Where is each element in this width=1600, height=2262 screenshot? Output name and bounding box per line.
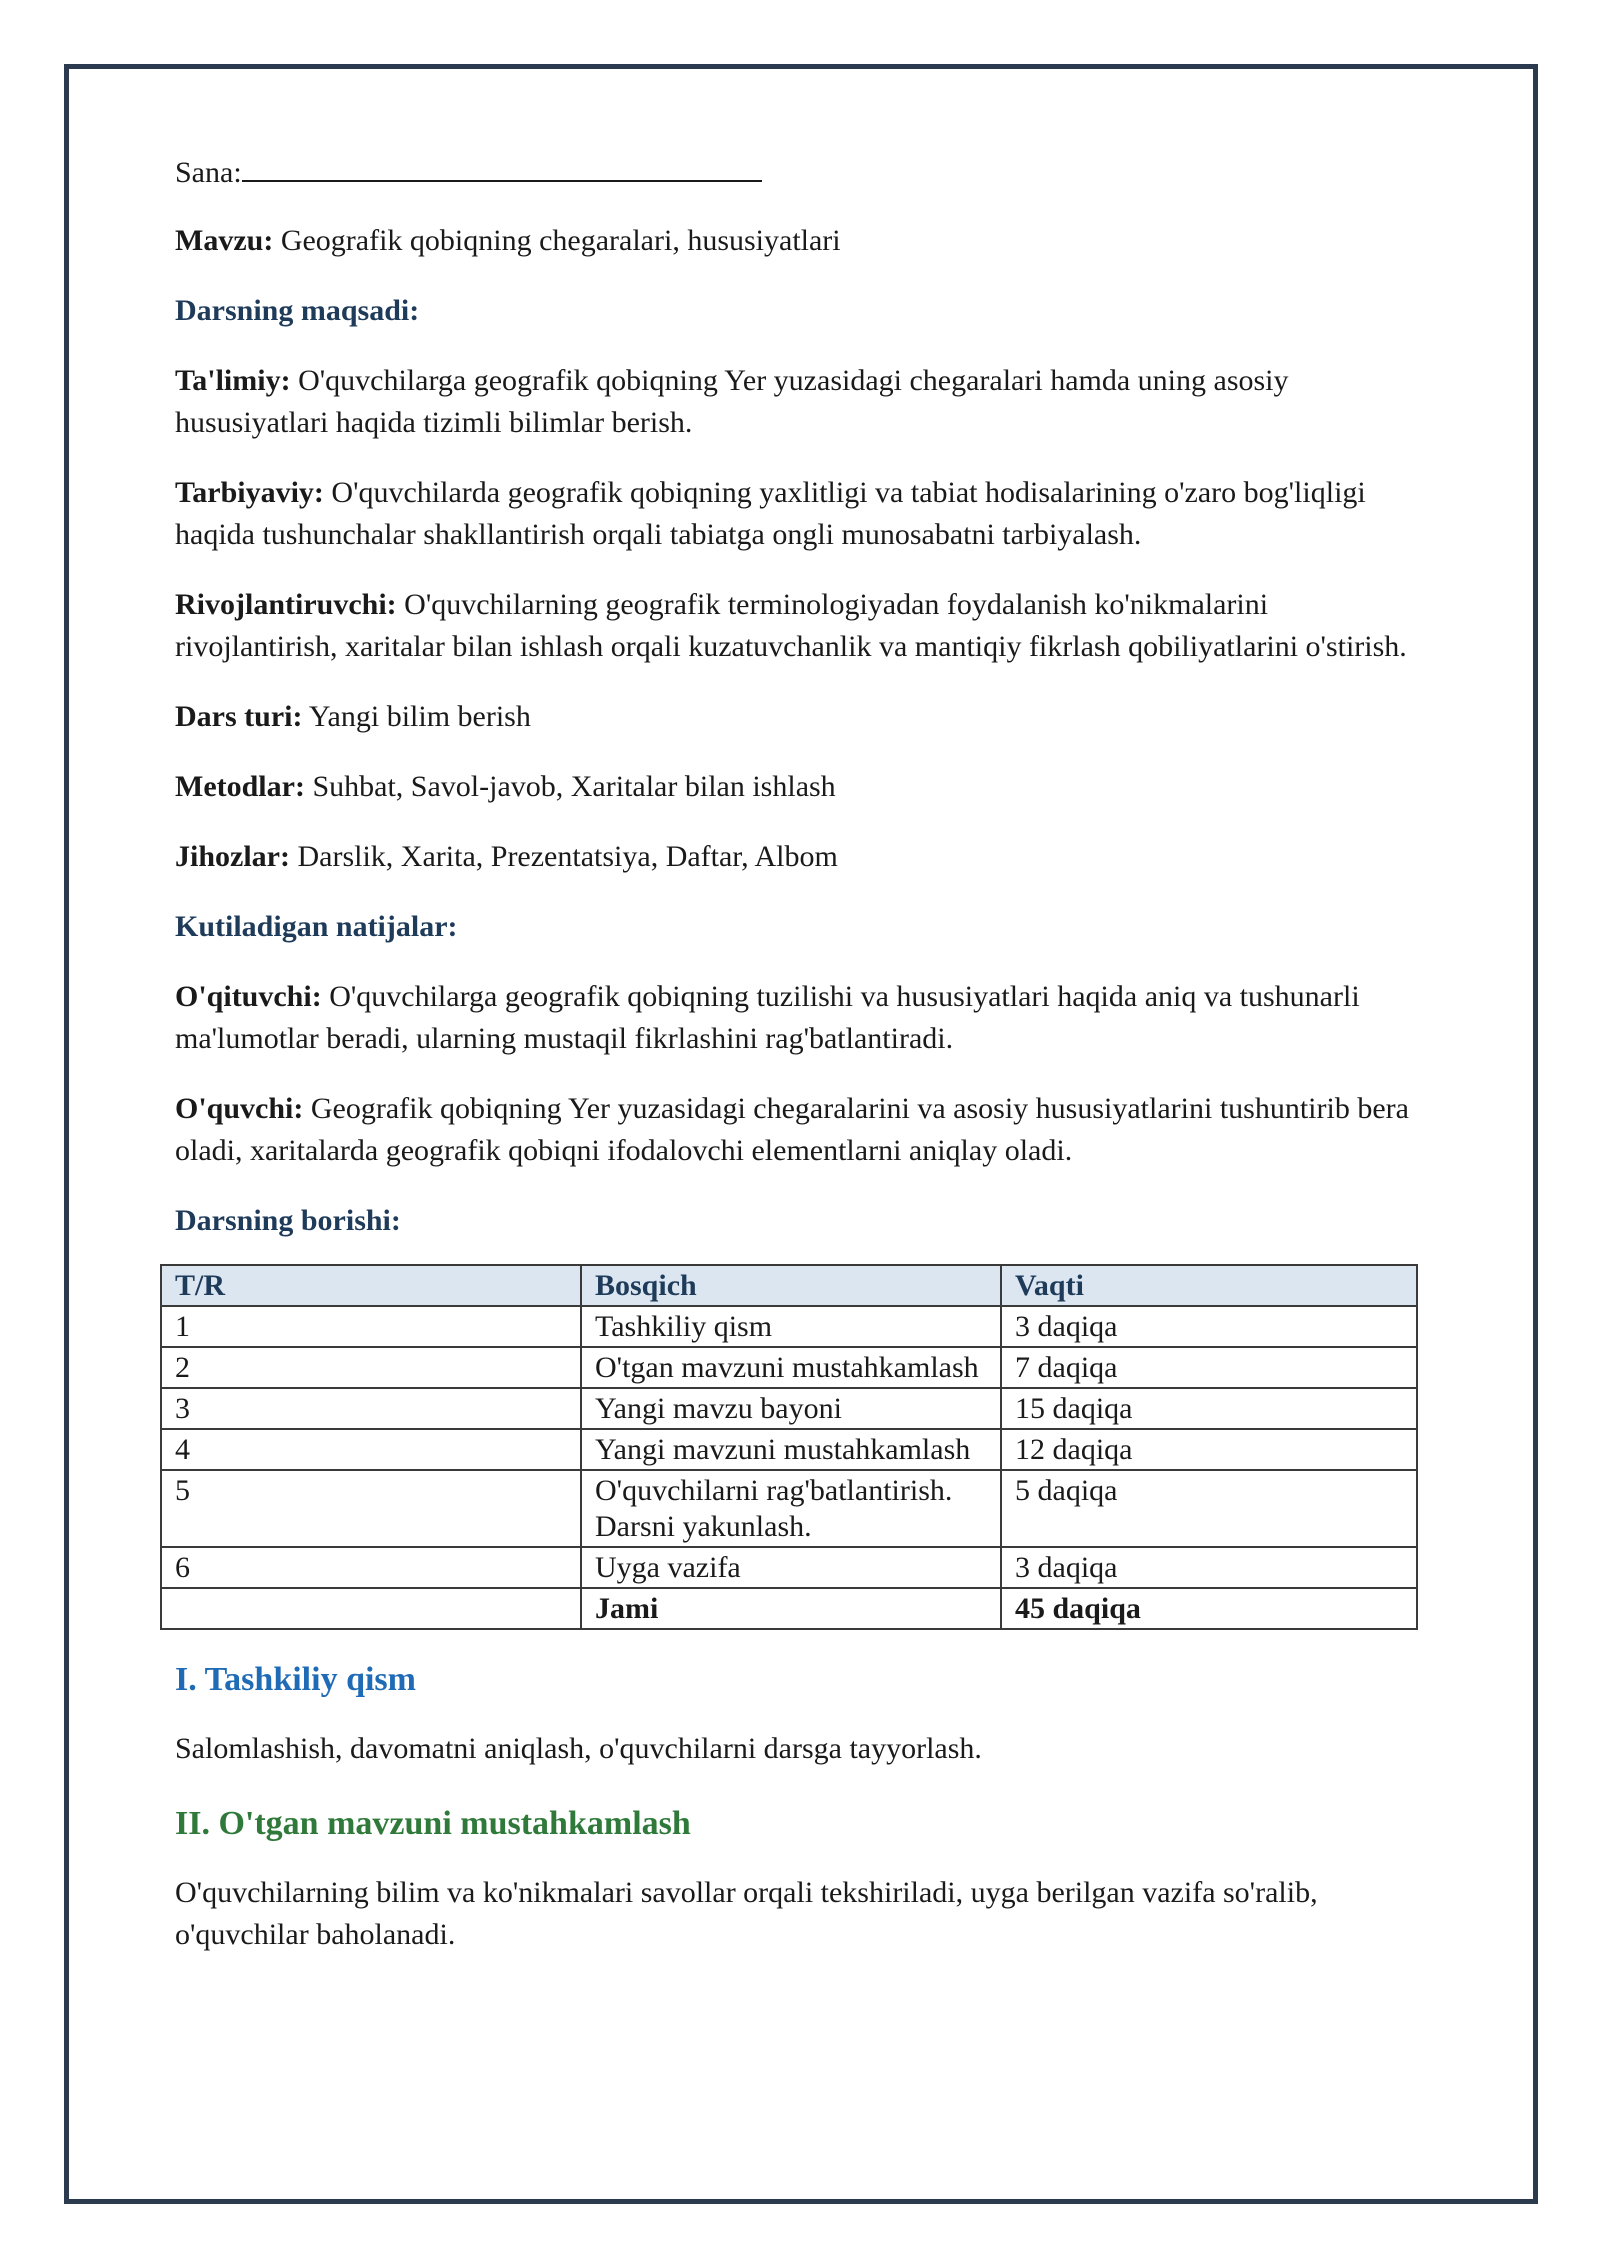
section2-heading: II. O'tgan mavzuni mustahkamlash bbox=[175, 1805, 691, 1842]
table-cell: 3 daqiqa bbox=[1001, 1306, 1417, 1347]
table-header-row bbox=[161, 1265, 1417, 1306]
natijalar-heading: Kutiladigan natijalar: bbox=[175, 910, 458, 943]
document-body bbox=[175, 150, 1425, 1984]
talimiy-row bbox=[175, 360, 1425, 444]
metodlar-label: Metodlar: bbox=[175, 770, 305, 803]
oqituvchi-row bbox=[175, 976, 1425, 1060]
table-cell: 1 bbox=[161, 1306, 581, 1347]
table-cell: O'tgan mavzuni mustahkamlash bbox=[581, 1347, 1001, 1388]
table-row bbox=[161, 1547, 1417, 1588]
table-cell: 5 daqiqa bbox=[1001, 1470, 1417, 1547]
section1-text: Salomlashish, davomatni aniqlash, o'quvchilarni darsga tayyorlash. bbox=[175, 1732, 982, 1765]
tarbiyaviy-text: O'quvchilarda geografik qobiqning yaxlitligi va tabiat hodisalarining o'zaro bog'liqligi haqida tushunchalar shakllantirish orqali tabiatga ongli munosabatni tarbiyalash. bbox=[175, 476, 1366, 551]
table-row bbox=[161, 1470, 1417, 1547]
oqituvchi-text: O'quvchilarga geografik qobiqning tuzilishi va hususiyatlari haqida aniq va tushunarli ma'lumotlar beradi, ularning mustaqil fikrlashini rag'batlantiradi. bbox=[175, 980, 1360, 1055]
table-row bbox=[161, 1347, 1417, 1388]
table-cell: Uyga vazifa bbox=[581, 1547, 1001, 1588]
metodlar-text: Suhbat, Savol-javob, Xaritalar bilan ishlash bbox=[312, 770, 836, 803]
oqituvchi-label: O'qituvchi: bbox=[175, 980, 322, 1013]
table-total-empty bbox=[161, 1588, 581, 1629]
oquvchi-label: O'quvchi: bbox=[175, 1092, 304, 1125]
lesson-plan-table bbox=[160, 1264, 1418, 1630]
sana-line-row bbox=[175, 150, 1425, 194]
jihozlar-text: Darslik, Xarita, Prezentatsiya, Daftar, Albom bbox=[297, 840, 838, 873]
table-cell: 2 bbox=[161, 1347, 581, 1388]
tarbiyaviy-row bbox=[175, 472, 1425, 556]
mavzu-row bbox=[175, 220, 1425, 262]
dars-turi-label: Dars turi: bbox=[175, 700, 303, 733]
table-cell: Yangi mavzuni mustahkamlash bbox=[581, 1429, 1001, 1470]
table-total-row bbox=[161, 1588, 1417, 1629]
borishi-heading: Darsning borishi: bbox=[175, 1204, 401, 1237]
table-header-bosqich: Bosqich bbox=[581, 1265, 1001, 1306]
tarbiyaviy-label: Tarbiyaviy: bbox=[175, 476, 324, 509]
table-cell: 12 daqiqa bbox=[1001, 1429, 1417, 1470]
table-row bbox=[161, 1388, 1417, 1429]
mavzu-text: Geografik qobiqning chegaralari, hususiyatlari bbox=[280, 224, 841, 257]
oquvchi-row bbox=[175, 1088, 1425, 1172]
table-row bbox=[161, 1306, 1417, 1347]
rivojlantiruvchi-label: Rivojlantiruvchi: bbox=[175, 588, 397, 621]
jihozlar-label: Jihozlar: bbox=[175, 840, 290, 873]
table-cell: Tashkiliy qism bbox=[581, 1306, 1001, 1347]
table-cell: 7 daqiqa bbox=[1001, 1347, 1417, 1388]
section1-heading: I. Tashkiliy qism bbox=[175, 1661, 416, 1698]
table-header-tr: T/R bbox=[161, 1265, 581, 1306]
table-cell: 4 bbox=[161, 1429, 581, 1470]
jihozlar-row bbox=[175, 836, 1425, 878]
talimiy-label: Ta'limiy: bbox=[175, 364, 291, 397]
sana-label: Sana: bbox=[175, 156, 242, 189]
sana-blank bbox=[242, 150, 762, 182]
table-header-vaqti: Vaqti bbox=[1001, 1265, 1417, 1306]
rivojlantiruvchi-row bbox=[175, 584, 1425, 668]
table-total-value: 45 daqiqa bbox=[1001, 1588, 1417, 1629]
metodlar-row bbox=[175, 766, 1425, 808]
table-cell: Yangi mavzu bayoni bbox=[581, 1388, 1001, 1429]
table-cell: O'quvchilarni rag'batlantirish. Darsni yakunlash. bbox=[581, 1470, 1001, 1547]
table-row bbox=[161, 1429, 1417, 1470]
oquvchi-text: Geografik qobiqning Yer yuzasidagi chegaralarini va asosiy hususiyatlarini tushuntirib bera oladi, xaritalarda geografik qobiqni ifodalovchi elementlarni aniqlay oladi. bbox=[175, 1092, 1409, 1167]
dars-turi-row bbox=[175, 696, 1425, 738]
table-cell: 6 bbox=[161, 1547, 581, 1588]
table-cell: 3 daqiqa bbox=[1001, 1547, 1417, 1588]
table-cell: 3 bbox=[161, 1388, 581, 1429]
mavzu-label: Mavzu: bbox=[175, 224, 274, 257]
maqsad-heading: Darsning maqsadi: bbox=[175, 294, 420, 327]
table-cell: 15 daqiqa bbox=[1001, 1388, 1417, 1429]
table-total-label: Jami bbox=[581, 1588, 1001, 1629]
table-cell: 5 bbox=[161, 1470, 581, 1547]
section2-text: O'quvchilarning bilim va ko'nikmalari savollar orqali tekshiriladi, uyga berilgan vazifa so'ralib, o'quvchilar baholanadi. bbox=[175, 1876, 1318, 1951]
talimiy-text: O'quvchilarga geografik qobiqning Yer yuzasidagi chegaralari hamda uning asosiy hususiyatlari haqida tizimli bilimlar berish. bbox=[175, 364, 1289, 439]
rivojlantiruvchi-text: O'quvchilarning geografik terminologiyadan foydalanish ko'nikmalarini rivojlantirish, xaritalar bilan ishlash orqali kuzatuvchanlik va mantiqiy fikrlash qobiliyatlarini o'stirish. bbox=[175, 588, 1407, 663]
dars-turi-text: Yangi bilim berish bbox=[308, 700, 531, 733]
